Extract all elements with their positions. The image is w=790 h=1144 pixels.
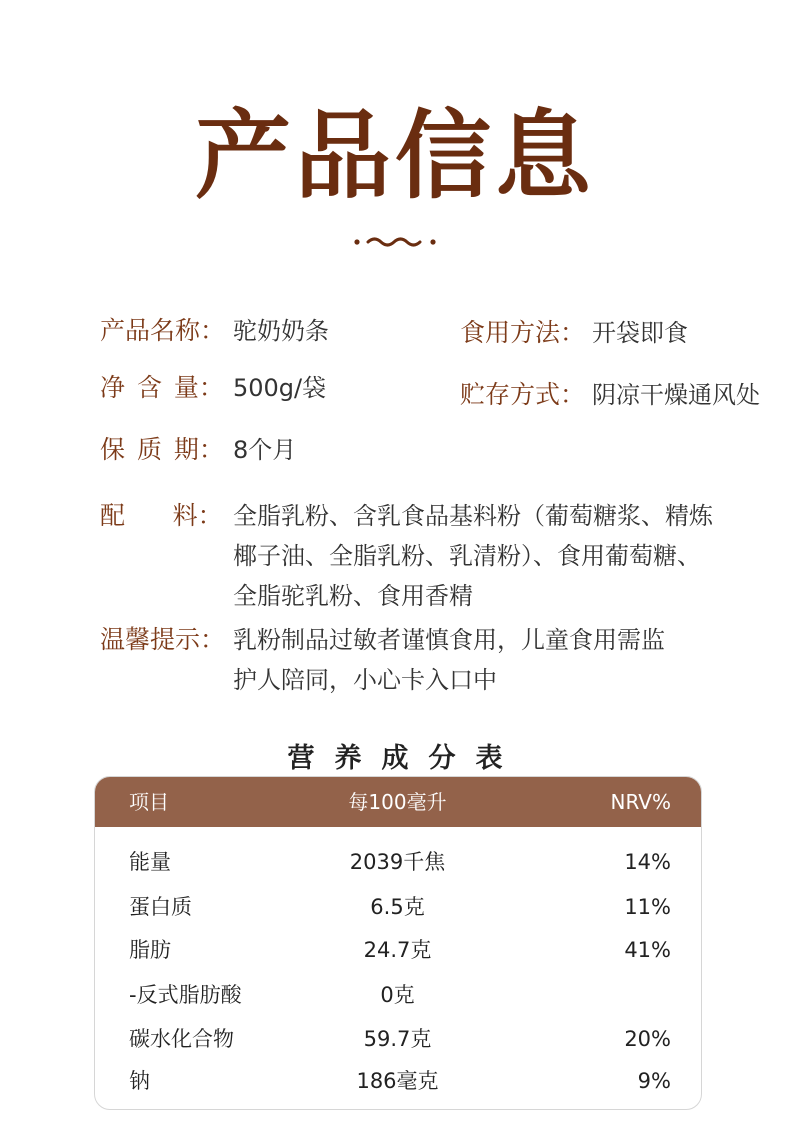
usage-label: 食用方法：: [460, 318, 586, 347]
ingredients-text: [233, 496, 713, 616]
nutrient-value: 186毫克: [356, 1069, 439, 1093]
table-row: [95, 1017, 701, 1061]
ingredients-label: 配 料：: [100, 501, 223, 530]
nutrient-value: 0克: [380, 983, 415, 1007]
net-content-label: 净 含 量：: [100, 373, 224, 402]
ingredients-line: 全脂乳粉、含乳食品基料粉（葡萄糖浆、精炼: [233, 502, 713, 530]
ingredients-line: 全脂驼乳粉、食用香精: [233, 582, 473, 610]
nutrient-name: 蛋白质: [129, 895, 192, 919]
nutrient-name: 钠: [129, 1069, 150, 1093]
storage-value: 阴凉干燥通风处: [592, 381, 760, 409]
nutrient-name: -反式脂肪酸: [129, 983, 242, 1007]
nutrient-name: 能量: [129, 850, 171, 874]
table-row: [95, 973, 701, 1017]
shelf-life-label: 保 质 期：: [100, 435, 224, 464]
nutrient-name: 脂肪: [129, 938, 171, 962]
net-content-value: 500g/袋: [233, 374, 327, 402]
wave-ornament-icon: [352, 232, 438, 252]
header-item: 项目: [129, 790, 169, 814]
product-name-value: 驼奶奶条: [233, 317, 329, 345]
usage-value: 开袋即食: [592, 319, 688, 347]
table-row: [95, 840, 701, 884]
nutrient-value: 59.7克: [363, 1027, 432, 1051]
nutrition-title: 营养成分表: [287, 743, 523, 774]
header-nrv: NRV%: [610, 790, 671, 814]
nutrient-nrv: 11%: [624, 895, 671, 919]
nutrient-name: 碳水化合物: [129, 1027, 234, 1051]
storage-label: 贮存方式：: [460, 380, 586, 409]
product-name-label: 产品名称：: [100, 316, 226, 345]
nutrition-table: [94, 776, 702, 1110]
tips-line: 乳粉制品过敏者谨慎食用，儿童食用需监: [233, 626, 665, 654]
tips-line: 护人陪同，小心卡入口中: [233, 666, 497, 694]
page-title: 产品信息: [195, 100, 595, 212]
nutrient-value: 6.5克: [370, 895, 425, 919]
ingredients-line: 椰子油、全脂乳粉、乳清粉）、食用葡萄糖、: [233, 542, 701, 570]
table-row: [95, 928, 701, 972]
nutrition-table-header: [95, 777, 701, 827]
nutrient-nrv: 9%: [637, 1069, 671, 1093]
tips-text: [233, 620, 665, 700]
nutrient-value: 24.7克: [363, 938, 432, 962]
shelf-life-value: 8个月: [233, 436, 297, 464]
tips-label: 温馨提示：: [100, 625, 226, 654]
nutrient-value: 2039千焦: [349, 850, 446, 874]
nutrient-nrv: 41%: [624, 938, 671, 962]
nutrient-nrv: 14%: [624, 850, 671, 874]
table-row: [95, 1059, 701, 1103]
table-row: [95, 885, 701, 929]
nutrient-nrv: 20%: [624, 1027, 671, 1051]
header-per-100: 每100毫升: [348, 790, 447, 814]
